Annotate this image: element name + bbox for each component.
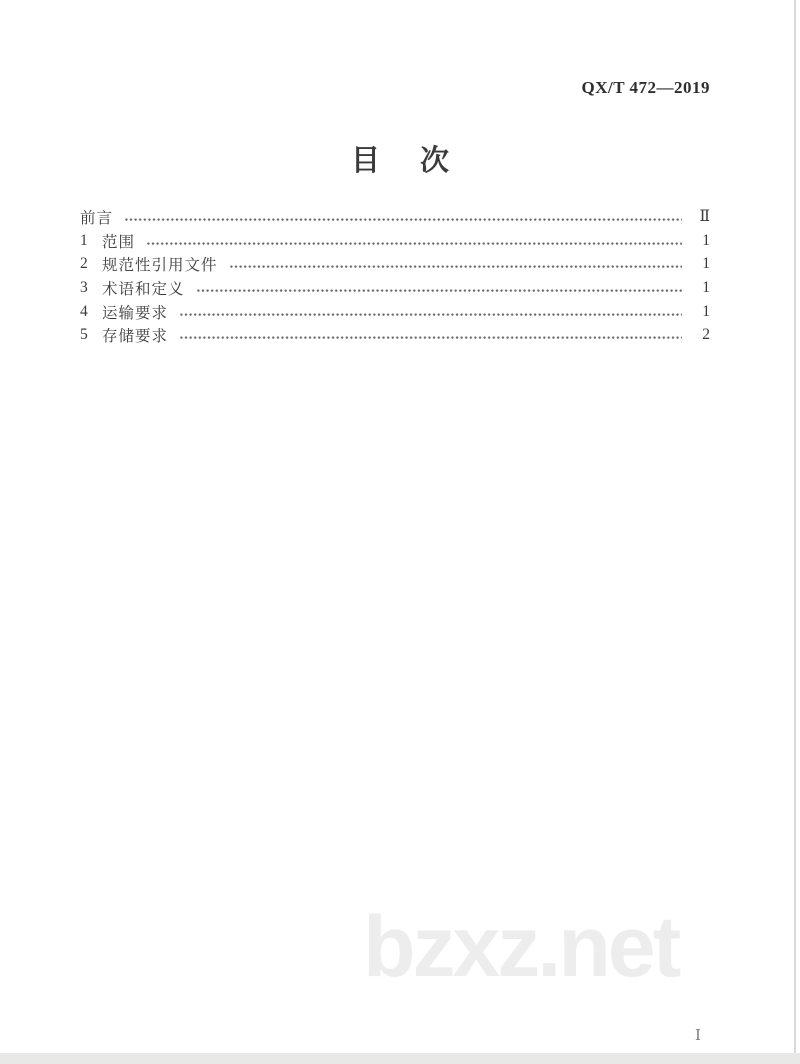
page-title <box>0 144 800 178</box>
toc-row-3 <box>80 276 710 300</box>
toc-entry-label: 存储要求 <box>102 328 169 346</box>
toc-entry-label: 范围 <box>102 233 136 251</box>
toc-row-foreword <box>80 205 710 229</box>
toc-row-2 <box>80 252 710 276</box>
dot-leader <box>147 242 682 246</box>
toc-row-1 <box>80 229 710 253</box>
toc-row-5 <box>80 323 710 347</box>
toc-entry-number: 1 <box>80 231 88 249</box>
footer-page-number: Ⅰ <box>695 1028 701 1044</box>
toc-entry-page: 1 <box>702 231 710 249</box>
toc-row-4 <box>80 300 710 324</box>
dot-leader <box>180 313 682 317</box>
dot-leader <box>125 218 682 222</box>
toc-entry-page: 1 <box>702 278 710 296</box>
toc-entry-label: 前言 <box>80 209 114 227</box>
toc-entry-number: 5 <box>80 326 88 344</box>
dot-leader <box>230 265 682 269</box>
title-char-1: 目 <box>350 145 380 177</box>
toc-entry-page: 1 <box>702 255 710 273</box>
toc-entry-label: 规范性引用文件 <box>102 257 218 275</box>
standard-code: QX/T 472—2019 <box>581 78 710 97</box>
watermark-text: bzxz.net <box>363 899 679 995</box>
toc-entry-page: 1 <box>702 302 710 320</box>
toc-entry-number: 4 <box>80 302 88 320</box>
dot-leader <box>197 289 682 293</box>
toc-entry-number: 3 <box>80 278 88 296</box>
dot-leader <box>180 336 682 340</box>
toc-entry-page: Ⅱ <box>699 208 710 226</box>
table-of-contents <box>80 205 710 347</box>
page-edge-line <box>794 0 796 1053</box>
page-bottom-strip <box>0 1053 800 1064</box>
toc-entry-label: 术语和定义 <box>102 280 185 298</box>
toc-entry-page: 2 <box>702 326 710 344</box>
toc-entry-number: 2 <box>80 255 88 273</box>
toc-entry-label: 运输要求 <box>102 304 169 322</box>
title-char-2: 次 <box>420 145 450 177</box>
